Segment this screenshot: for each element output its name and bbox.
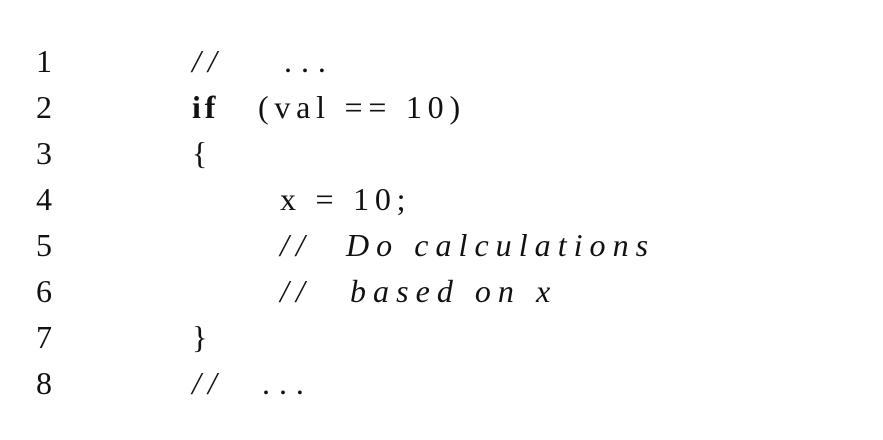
comment-text: based on x xyxy=(350,273,558,309)
condition-expression: (val == 10) xyxy=(258,89,466,125)
open-brace: { xyxy=(192,135,208,171)
line-number: 2 xyxy=(36,89,52,125)
code-line-1 xyxy=(0,38,883,84)
code-line-2 xyxy=(0,84,883,130)
assignment-statement: x = 10; xyxy=(280,181,412,217)
comment-text: Do calculations xyxy=(346,227,656,263)
code-line-5 xyxy=(0,222,883,268)
code-line-3 xyxy=(0,130,883,176)
line-number: 3 xyxy=(36,135,52,171)
line-number: 7 xyxy=(36,319,52,355)
code-line-6 xyxy=(0,268,883,314)
comment-text: ... xyxy=(262,365,313,401)
line-number: 5 xyxy=(36,227,52,263)
line-number: 6 xyxy=(36,273,52,309)
comment-marker: // xyxy=(192,43,224,79)
keyword-if: if xyxy=(192,89,220,125)
line-number: 8 xyxy=(36,365,52,401)
code-line-7 xyxy=(0,314,883,360)
comment-marker: // xyxy=(280,273,312,309)
code-line-8 xyxy=(0,360,883,406)
comment-marker: // xyxy=(280,227,312,263)
comment-marker: // xyxy=(192,365,224,401)
line-number: 1 xyxy=(36,43,52,79)
line-number: 4 xyxy=(36,181,52,217)
comment-text: ... xyxy=(284,43,335,79)
code-line-4 xyxy=(0,176,883,222)
close-brace: } xyxy=(192,319,208,355)
